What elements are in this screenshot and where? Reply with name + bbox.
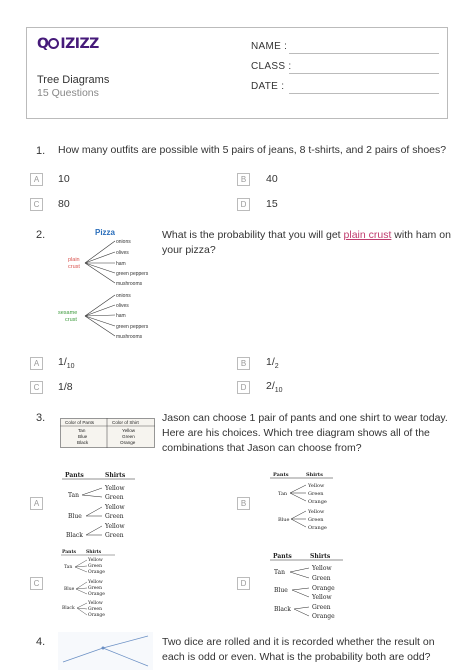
table-header: Color of Shirt xyxy=(112,420,139,425)
svg-text:Green: Green xyxy=(105,494,124,501)
svg-text:Shirts: Shirts xyxy=(86,550,102,555)
question-number: 4. xyxy=(36,636,46,648)
option-letter[interactable]: D xyxy=(237,381,250,394)
svg-text:Yellow: Yellow xyxy=(105,485,125,492)
svg-text:Green: Green xyxy=(105,532,124,539)
question-number: 3. xyxy=(36,412,46,424)
svg-text:Pants: Pants xyxy=(273,553,292,560)
table-cell: Black xyxy=(77,440,89,445)
table-header: Color of Pants xyxy=(65,420,95,425)
date-label: DATE : xyxy=(251,81,285,92)
tree-option-b[interactable] xyxy=(268,470,358,532)
option-letter[interactable]: B xyxy=(237,173,250,186)
tree-option-d[interactable] xyxy=(268,550,368,620)
svg-text:Yellow: Yellow xyxy=(88,580,103,585)
option-letter[interactable]: A xyxy=(30,173,43,186)
topping-label: olives xyxy=(116,303,129,309)
topping-label: mushrooms xyxy=(116,334,143,340)
svg-text:Pants: Pants xyxy=(65,472,84,479)
svg-text:Orange: Orange xyxy=(308,499,327,505)
svg-text:Orange: Orange xyxy=(88,570,105,575)
svg-text:Green: Green xyxy=(88,564,102,569)
svg-text:Green: Green xyxy=(308,517,324,523)
svg-text:Blue: Blue xyxy=(68,513,82,520)
worksheet-header xyxy=(26,27,448,119)
table-cell: Green xyxy=(122,434,135,439)
topping-label: green peppers xyxy=(116,271,149,277)
svg-text:Black: Black xyxy=(66,532,83,539)
name-label: NAME : xyxy=(251,41,288,52)
svg-text:Blue: Blue xyxy=(64,587,75,592)
option-letter[interactable]: C xyxy=(30,381,43,394)
option-text[interactable]: 40 xyxy=(266,173,278,185)
svg-text:Shirts: Shirts xyxy=(105,472,126,479)
tree-option-a[interactable] xyxy=(60,470,170,540)
question-text: Two dice are rolled and it is recorded whether the result on each is odd or even. What is the probability both are odd? xyxy=(162,636,435,663)
svg-text:Green: Green xyxy=(312,604,331,611)
highlight-phrase: plain crust xyxy=(343,229,392,241)
option-letter[interactable]: D xyxy=(237,198,250,211)
svg-text:Orange: Orange xyxy=(88,592,105,597)
svg-text:Yellow: Yellow xyxy=(105,504,125,511)
pizza-tree-diagram xyxy=(55,225,155,345)
option-text[interactable]: 15 xyxy=(266,198,278,210)
svg-text:Black: Black xyxy=(62,606,75,611)
svg-text:Yellow: Yellow xyxy=(88,558,103,563)
topping-label: olives xyxy=(116,250,129,256)
topping-label: green peppers xyxy=(116,324,149,330)
svg-text:Orange: Orange xyxy=(308,525,327,531)
svg-text:Yellow: Yellow xyxy=(308,483,325,489)
svg-text:Yellow: Yellow xyxy=(88,601,103,606)
option-text[interactable]: 10 xyxy=(58,173,70,185)
topping-label: onions xyxy=(116,293,131,299)
option-text[interactable]: 80 xyxy=(58,198,70,210)
tree-option-c[interactable] xyxy=(60,548,140,620)
worksheet-title: Tree Diagrams xyxy=(37,74,110,86)
option-letter[interactable]: B xyxy=(237,357,250,370)
svg-text:Shirts: Shirts xyxy=(306,472,323,478)
option-letter[interactable]: A xyxy=(30,497,43,510)
topping-label: ham xyxy=(116,261,126,267)
name-field[interactable] xyxy=(251,41,287,52)
option-letter[interactable]: A xyxy=(30,357,43,370)
question-text: What is the probability that you will get plain crust with ham on your pizza? xyxy=(162,229,451,256)
svg-text:Tan: Tan xyxy=(64,565,73,570)
svg-text:Green: Green xyxy=(312,575,331,582)
option-text[interactable]: $1/_2$ xyxy=(266,356,279,371)
date-field[interactable] xyxy=(251,81,284,92)
option-letter[interactable]: C xyxy=(30,577,43,590)
svg-text:Green: Green xyxy=(88,607,102,612)
svg-text:Orange: Orange xyxy=(312,585,335,592)
svg-text:Pants: Pants xyxy=(62,550,77,555)
plain-crust-label-1: plain xyxy=(68,257,80,263)
topping-label: onions xyxy=(116,239,131,245)
option-letter[interactable]: B xyxy=(237,497,250,510)
svg-text:Yellow: Yellow xyxy=(312,565,332,572)
svg-text:Yellow: Yellow xyxy=(105,523,125,530)
topping-label: ham xyxy=(116,313,126,319)
question-number: 1. xyxy=(36,145,46,157)
svg-text:Green: Green xyxy=(308,491,324,497)
question-number: 2. xyxy=(36,229,46,241)
svg-text:Green: Green xyxy=(105,513,124,520)
option-letter[interactable]: C xyxy=(30,198,43,211)
svg-text:Tan: Tan xyxy=(68,492,79,499)
topping-label: mushrooms xyxy=(116,281,143,287)
question-text: Jason can choose 1 pair of pants and one shirt to wear today. Here are his choices. Which tree diagram shows all of the combinations that Jason can choose from? xyxy=(162,412,448,454)
svg-text:Yellow: Yellow xyxy=(308,509,325,515)
sesame-crust-label-1: sesame xyxy=(58,310,78,316)
svg-text:Tan: Tan xyxy=(278,491,288,497)
svg-text:Orange: Orange xyxy=(312,613,335,620)
svg-text:Blue: Blue xyxy=(278,517,290,523)
plain-crust-label-2: crust xyxy=(68,264,80,270)
svg-text:Orange: Orange xyxy=(88,613,105,618)
svg-text:Blue: Blue xyxy=(274,587,288,594)
table-cell: Yellow xyxy=(122,428,136,433)
option-text[interactable]: 1/8 xyxy=(58,381,73,393)
dice-tree-diagram xyxy=(58,632,153,670)
quizizz-logo: Q IZIZZ xyxy=(37,36,99,52)
svg-text:Pants: Pants xyxy=(273,472,289,478)
svg-text:Black: Black xyxy=(274,606,291,613)
table-cell: Tan xyxy=(78,428,86,433)
choices-table xyxy=(60,418,155,448)
class-label: CLASS : xyxy=(251,61,292,72)
option-text[interactable]: $1/_{10}$ xyxy=(58,356,75,371)
option-letter[interactable]: D xyxy=(237,577,250,590)
svg-text:Shirts: Shirts xyxy=(310,553,331,560)
tree-title: Pizza xyxy=(95,228,116,237)
table-cell: Blue xyxy=(78,434,88,439)
logo-ring-icon xyxy=(48,38,59,49)
question-count: 15 Questions xyxy=(37,87,99,99)
table-cell: Orange xyxy=(120,440,136,445)
question-text: How many outfits are possible with 5 pairs of jeans, 8 t-shirts, and 2 pairs of shoes? xyxy=(58,144,447,156)
sesame-crust-label-2: crust xyxy=(65,317,77,323)
class-field[interactable] xyxy=(251,61,291,72)
branch-lines xyxy=(85,241,115,336)
svg-text:Tan: Tan xyxy=(274,569,285,576)
svg-text:Green: Green xyxy=(88,586,102,591)
svg-text:Yellow: Yellow xyxy=(312,594,332,601)
option-text[interactable]: $2/_{10}$ xyxy=(266,380,283,395)
